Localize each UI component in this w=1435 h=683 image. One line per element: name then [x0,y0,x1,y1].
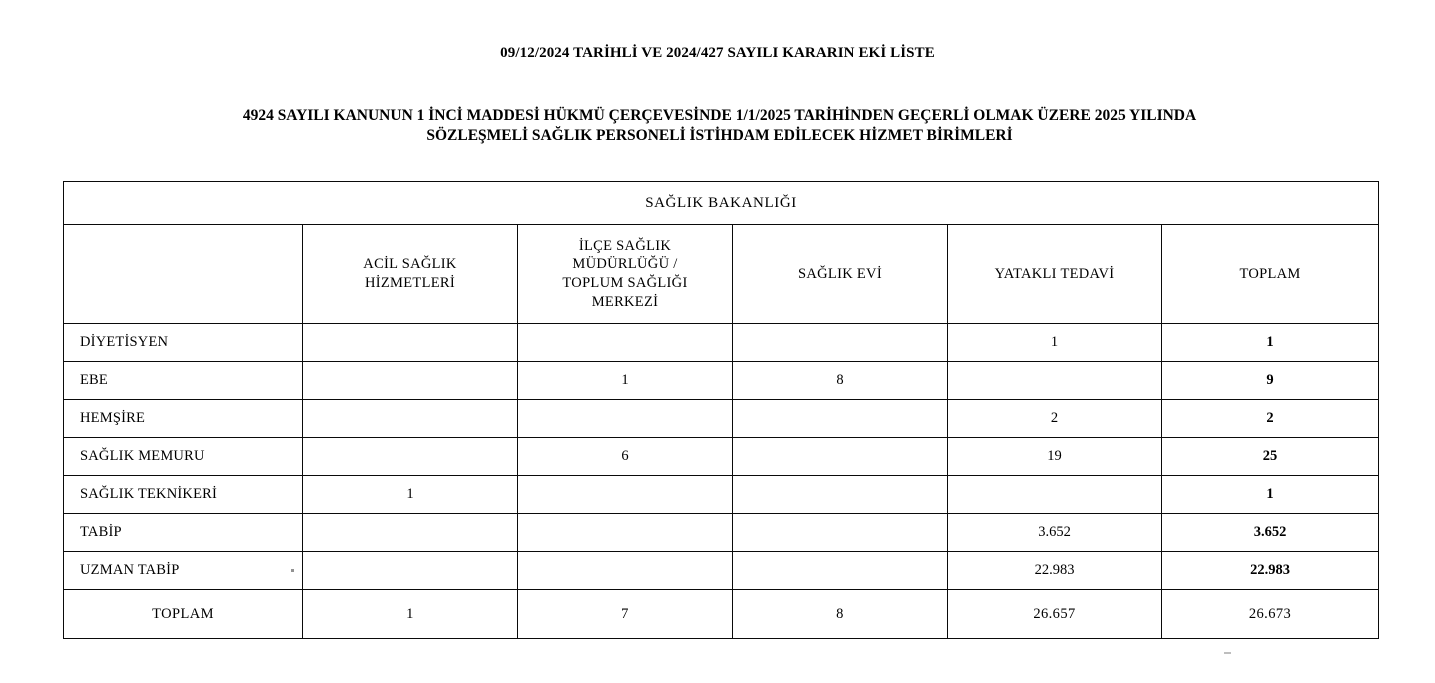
cell-yatakli: 2 [948,400,1162,438]
header-line: TOPLUM SAĞLIĞI [562,275,688,291]
cell-saglik-evi [733,400,948,438]
header-line: SAĞLIK EVİ [798,265,882,282]
row-label: EBE [64,362,303,400]
table-header-row [64,225,1379,324]
table-row [64,476,1379,514]
cell-saglik-evi [733,324,948,362]
header-cell-blank [64,225,303,324]
document-subtitle-line-1: 4924 SAYILI KANUNUN 1 İNCİ MADDESİ HÜKMÜ ÇERÇEVESİNDE 1/1/2025 TARİHİNDEN GEÇERLİ OLMAK ÜZERE 2025 YILINDA [242,107,1197,124]
cell-acil [303,324,518,362]
cell-toplam: 1 [1162,324,1379,362]
table-row [64,362,1379,400]
personnel-table [63,181,1379,639]
header-cell-acil-saglik-hizmetleri [303,225,518,324]
document-subtitle-line-2: SÖZLEŞMELİ SAĞLIK PERSONELİ İSTİHDAM EDİLECEK HİZMET BİRİMLERİ [426,127,1013,145]
cell-toplam: 22.983 [1162,552,1379,590]
organization-title-cell: SAĞLIK BAKANLIĞI [64,182,1379,225]
header-line: İLÇE SAĞLIK [578,237,672,254]
header-line: HİZMETLERİ [365,275,455,291]
cell-acil [303,514,518,552]
total-cell-acil: 1 [303,590,518,639]
cell-saglik-evi [733,476,948,514]
header-line: ACİL SAĞLIK [363,256,457,273]
cell-yatakli: 1 [948,324,1162,362]
cell-acil [303,362,518,400]
document-subtitle [117,106,1322,147]
cell-toplam: 25 [1162,438,1379,476]
row-label: UZMAN TABİP [64,552,303,590]
row-label: SAĞLIK TEKNİKERİ [64,476,303,514]
total-cell-ilce: 7 [518,590,733,639]
scan-artifact-mark [1224,652,1231,654]
table-row [64,324,1379,362]
total-cell-yatakli: 26.657 [948,590,1162,639]
header-cell-toplam [1162,225,1379,324]
table-row [64,400,1379,438]
cell-ilce [518,552,733,590]
cell-ilce [518,476,733,514]
cell-toplam: 1 [1162,476,1379,514]
header-line: MERKEZİ [591,293,659,310]
cell-toplam: 9 [1162,362,1379,400]
cell-ilce: 1 [518,362,733,400]
cell-toplam: 2 [1162,400,1379,438]
header-line: TOPLAM [1239,265,1301,282]
cell-saglik-evi [733,438,948,476]
cell-yatakli [948,476,1162,514]
cell-acil [303,552,518,590]
table-row [64,438,1379,476]
header-cell-saglik-evi [733,225,948,324]
cell-ilce [518,324,733,362]
cell-yatakli: 22.983 [948,552,1162,590]
header-cell-yatakli-tedavi [948,225,1162,324]
cell-yatakli [948,362,1162,400]
cell-saglik-evi: 8 [733,362,948,400]
table-row [64,552,1379,590]
total-cell-toplam: 26.673 [1162,590,1379,639]
cell-ilce [518,514,733,552]
total-row-label: TOPLAM [64,590,303,639]
header-line: MÜDÜRLÜĞÜ / [572,256,678,273]
header-line: YATAKLI TEDAVİ [994,265,1115,282]
cell-saglik-evi [733,552,948,590]
cell-toplam: 3.652 [1162,514,1379,552]
cell-ilce: 6 [518,438,733,476]
cell-saglik-evi [733,514,948,552]
row-label: DİYETİSYEN [64,324,303,362]
personnel-table-container [63,181,1378,639]
row-label: TABİP [64,514,303,552]
row-label: HEMŞİRE [64,400,303,438]
cell-acil [303,400,518,438]
row-label: SAĞLIK MEMURU [64,438,303,476]
cell-yatakli: 3.652 [948,514,1162,552]
document-title: 09/12/2024 TARİHLİ VE 2024/427 SAYILI KARARIN EKİ LİSTE [500,45,935,61]
table-row [64,514,1379,552]
cell-yatakli: 19 [948,438,1162,476]
header-cell-ilce-saglik-mudurlugu [518,225,733,324]
cell-ilce [518,400,733,438]
table-total-row [64,590,1379,639]
cell-acil [303,438,518,476]
cell-acil: 1 [303,476,518,514]
table-organization-row [64,182,1379,225]
total-cell-saglik-evi: 8 [733,590,948,639]
